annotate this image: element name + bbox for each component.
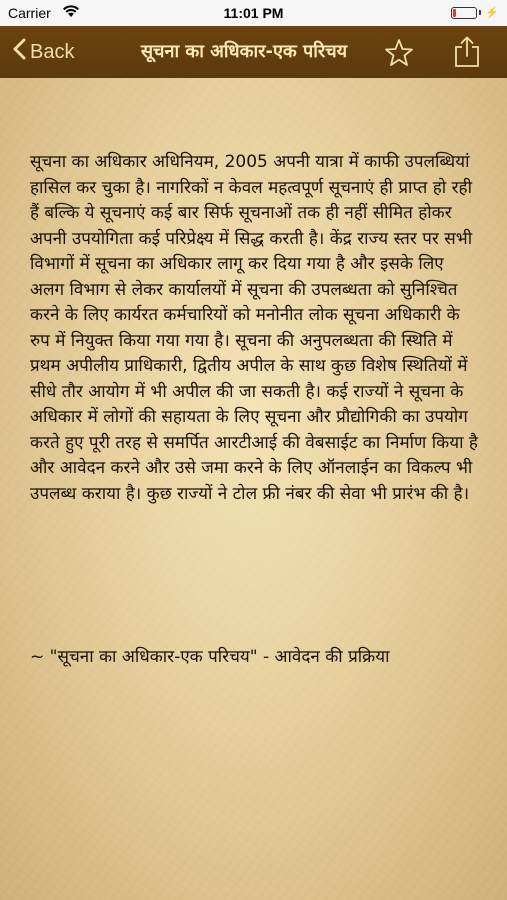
favorite-button[interactable] xyxy=(384,38,414,68)
charging-bolt-icon: ⚡ xyxy=(485,7,499,19)
chevron-left-icon xyxy=(12,38,26,66)
page-title: सूचना का अधिकार-एक परिचय xyxy=(140,41,348,62)
back-button[interactable] xyxy=(12,36,74,68)
navigation-bar xyxy=(0,26,507,78)
share-button[interactable] xyxy=(454,36,480,68)
battery-nub xyxy=(479,10,481,15)
battery-icon xyxy=(451,7,477,19)
article-content xyxy=(0,78,507,900)
share-icon xyxy=(454,53,480,72)
status-bar xyxy=(0,0,507,26)
article-source: ~ "सूचना का अधिकार-एक परिचय" - आवेदन की प्रक्रिया xyxy=(30,647,390,667)
clock: 11:01 PM xyxy=(223,5,284,21)
star-icon xyxy=(384,53,414,72)
battery-indicator xyxy=(451,6,499,19)
article-body: सूचना का अधिकार अधिनियम, 2005 अपनी यात्रा में काफी उपलब्धियां हासिल कर चुका है। नागरिकों न केवल महत्वपूर्ण सूचनाएं ही प्राप्त हो रही हैं बल्कि ये सूचनाएं कई बार सिर्फ सूचनाओं तक ही नहीं सीमित होकर अपनी उपयोगिता कई परिप्रेक्ष्य में सिद्ध करती है। केंद्र राज्य स्तर पर सभी विभागों में सूचना का अधिकार लागू कर दिया गया है और इसके लिए अलग विभाग से लेकर कार्यालयों में सूचना की उपलब्धता को सुनिश्चित करने के लिए कार्यरत कर्मचारियों को मनोनीत लोक सूचना अधिकारी के रुप में नियुक्त किया गया गया है। सूचना की अनुपलब्धता की स्थिति में प्रथम अपीलीय प्राधिकारी, द्वितीय अपील के साथ कुछ विशेष स्थितियों में सीधे तौर आयोग में भी अपील की जा सकती है। कई राज्यों ने सूचना के अधिकार में लोगों की सहायता के लिए सूचना और प्रौद्योगिकी का उपयोग करते हुए पूरी तरह से समर्पित आरटीआई की वेबसाईट का निर्माण किया है और आवेदन करने और उसे जमा करने के लिए ऑनलाईन का विकल्प भी उपलब्ध कराया है। कुछ राज्यों ने टोल फ्री नंबर की सेवा भी प्रारंभ की है। xyxy=(30,152,478,504)
carrier-label: Carrier xyxy=(8,5,51,21)
back-label: Back xyxy=(30,40,75,63)
battery-level xyxy=(453,9,456,17)
